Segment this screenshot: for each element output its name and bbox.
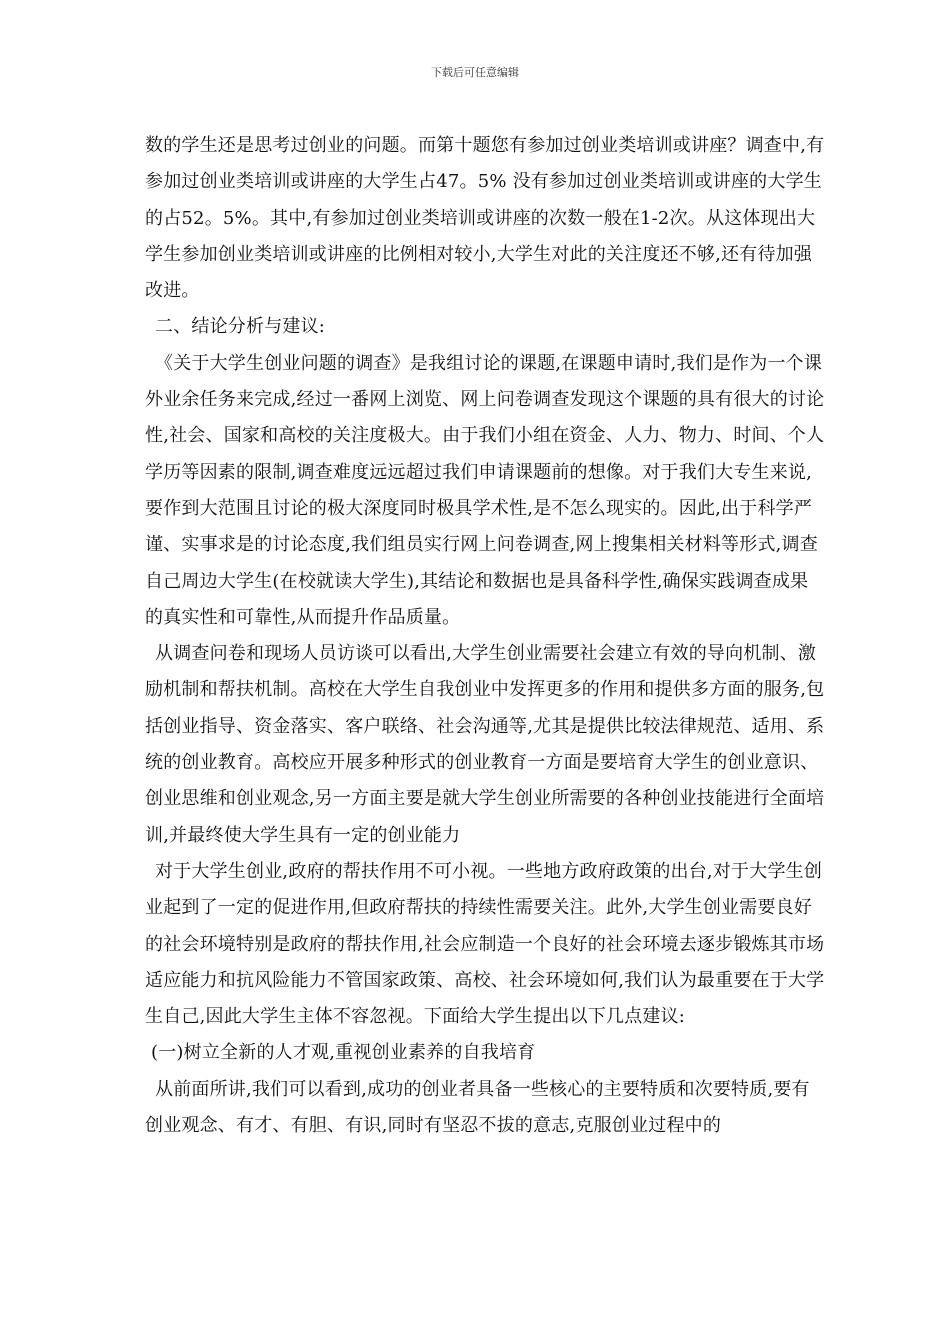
subheading-talent-view: (一)树立全新的人才观,重视创业素养的自我培育: [151, 1042, 536, 1064]
section-heading-conclusions: 二、结论分析与建议:: [155, 316, 326, 338]
document-body: [145, 128, 825, 1144]
paragraph-entrepreneur-traits: 从前面所讲,我们可以看到,成功的创业者具备一些核心的主要特质和次要特质,要有创业观念、有才、有胆、有识,同时有坚忍不拔的意志,克服创业过程中的: [145, 1078, 810, 1137]
paragraph-social-mechanisms: 从调查问卷和现场人员访谈可以看出,大学生创业需要社会建立有效的导向机制、激励机制和帮扶机制。高校在大学生自我创业中发挥更多的作用和提供多方面的服务,包括创业指导、资金落实、客户联络、社会沟通等,尤其是提供比较法律规范、适用、系统的创业教育。高校应开展多种形式的创业教育一方面是要培育大学生的创业意识、创业思维和创业观念,另一方面主要是就大学生创业所需要的各种创业技能进行全面培训,并最终使大学生具有一定的创业能力: [145, 643, 825, 846]
paragraph-topic-background: 《关于大学生创业问题的调查》是我组讨论的课题,在课题申请时,我们是作为一个课外业余任务来完成,经过一番网上浏览、网上问卷调查发现这个课题的具有很大的讨论性,社会、国家和高校的关注度极大。由于我们小组在资金、人力、物力、时间、个人学历等因素的限制,调查难度远远超过我们申请课题前的想像。对于我们大专生来说,要作到大范围且讨论的极大深度同时极具学术性,是不怎么现实的。因此,出于科学严谨、实事求是的讨论态度,我们组员实行网上问卷调查,网上搜集相关材料等形式,调查自己周边大学生(在校就读大学生),其结论和数据也是具备科学性,确保实践调查成果的真实性和可靠性,从而提升作品质量。: [145, 352, 825, 628]
paragraph-training-survey: 数的学生还是思考过创业的问题。而第十题您有参加过创业类培训或讲座？调查中,有参加过创业类培训或讲座的大学生占47。5% 没有参加过创业类培训或讲座的大学生的占52。5%。其中,有参加过创业类培训或讲座的次数一般在1-2次。从这体现出大学生参加创业类培训或讲座的比例相对较小,大学生对此的关注度还不够,还有待加强改进。: [145, 135, 825, 302]
page-header: 下载后可任意编辑: [431, 66, 519, 79]
paragraph-government-support: 对于大学生创业,政府的帮扶作用不可小视。一些地方政府政策的出台,对于大学生创业起到了一定的促进作用,但政府帮扶的持续性需要关注。此外,大学生创业需要良好的社会环境特别是政府的帮扶作用,社会应制造一个良好的社会环境去逐步锻炼其市场适应能力和抗风险能力不管国家政策、高校、社会环境如何,我们认为最重要在于大学生自己,因此大学生主体不容忽视。下面给大学生提出以下几点建议:: [145, 860, 825, 1028]
